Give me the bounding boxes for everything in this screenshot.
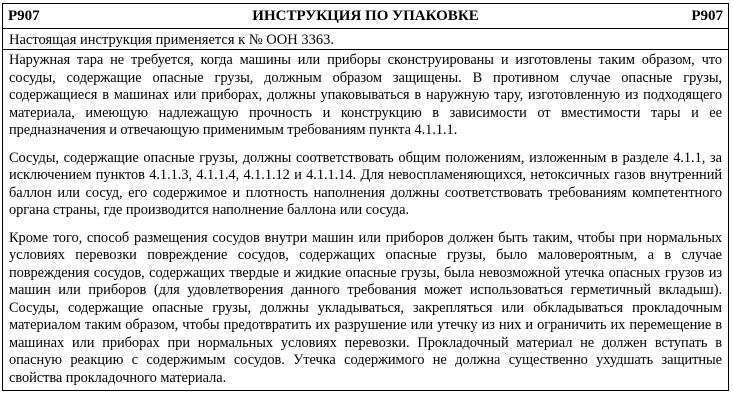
packing-instruction-box xyxy=(2,3,729,391)
paragraph-receptacle-requirements: Сосуды, содержащие опасные грузы, должны соответствовать общим положениям, изложенным в разделе 4.1.1, за исключением пунктов 4.1.1.3, 4.1.1.4, 4.1.1.12 и 4.1.1.14. Для невоспламеняющихся, нетоксичных газов внутренний баллон или сосуд, его содержимое и плотность наполнения должны соответствовать требованиям компетентного органа страны, где производится наполнение баллона или сосуда. xyxy=(9,149,722,218)
instruction-body xyxy=(3,50,728,387)
instruction-code-left: P907 xyxy=(8,7,40,24)
instruction-title: ИНСТРУКЦИЯ ПО УПАКОВКЕ xyxy=(252,7,479,24)
instruction-header xyxy=(3,4,728,29)
paragraph-outer-packaging: Наружная тара не требуется, когда машины или приборы сконструированы и изготовлены таким образом, что сосуды, содержащие опасные грузы, должным образом защищены. В противном случае опасные грузы, содержащиеся в машинах или приборах, должны упаковываться в наружную тару, изготовленную из подходящего материала, имеющую надлежащую прочность и конструкцию в зависимости от вместимости тары и ее предназначения и отвечающую применимым требованиям пункта 4.1.1.1. xyxy=(9,52,722,138)
instruction-code-right: P907 xyxy=(691,7,723,24)
applicability-statement: Настоящая инструкция применяется к № ООН 3363. xyxy=(3,29,728,50)
paragraph-placement-cushioning: Кроме того, способ размещения сосудов внутри машин или приборов должен быть таким, чтобы при нормальных условиях перевозки повреждение сосудов, содержащих опасные грузы, было маловероятным, а в случае повреждения сосудов, содержащих твердые и жидкие опасные грузы, была невозможной утечка опасных грузов из машин или приборов (для удовлетворения данного требования может использоваться герметичный вкладыш). Сосуды, содержащие опасные грузы, должны укладываться, закрепляться или обкладываться прокладочным материалом таким образом, чтобы предотвратить их разрушение или утечку из них и ограничить их перемещение в машинах или приборах при нормальных условиях перевозки. Прокладочный материал не должен вступать в опасную реакцию с содержимым сосудов. Утечка содержимого не должна существенно ухудшать защитные свойства прокладочного материала. xyxy=(9,229,722,386)
